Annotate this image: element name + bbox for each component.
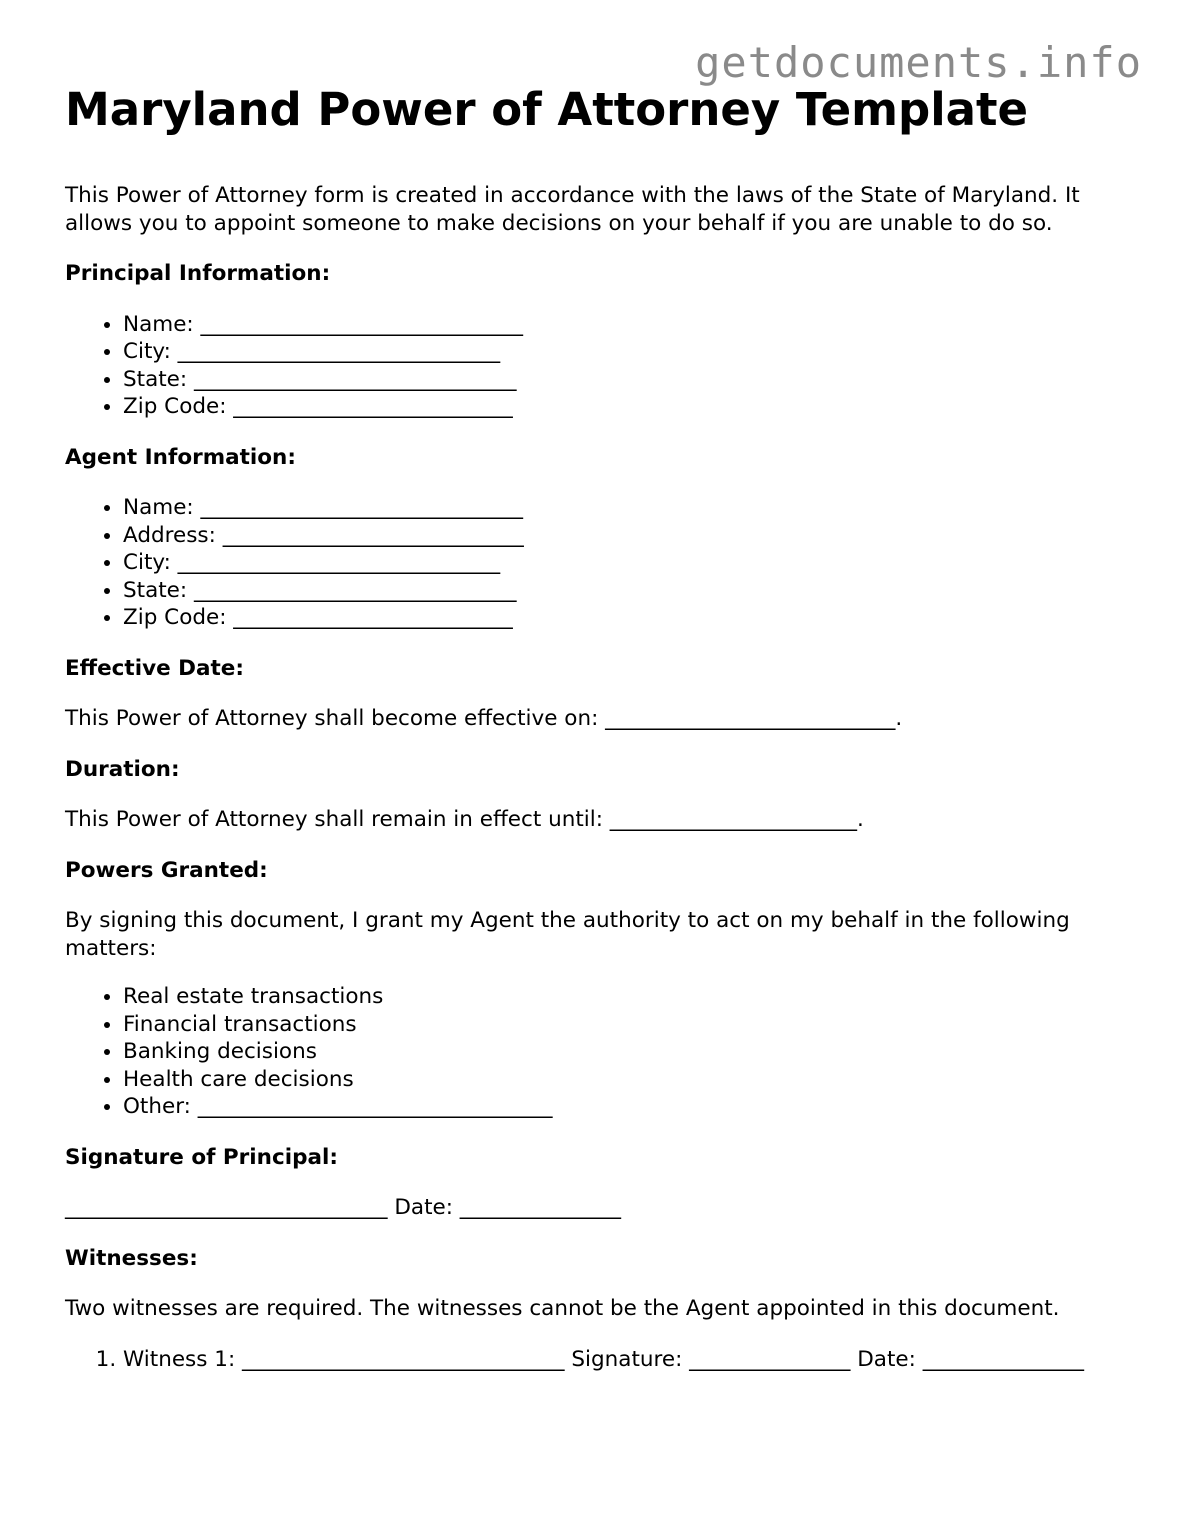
powers-heading: Powers Granted: (65, 857, 268, 883)
principal-zip-field: • Zip Code: __________________________ (123, 393, 1125, 421)
agent-zip-field: • Zip Code: __________________________ (123, 604, 1125, 632)
principal-heading: Principal Information: (65, 261, 331, 286)
power-item: • Health care decisions (123, 1066, 1125, 1094)
witness-item: 1. Witness 1: ______________________________ Signature: _______________ Date: _______________ (123, 1346, 1125, 1374)
power-item-other: • Other: _________________________________ (123, 1093, 1125, 1121)
agent-state-field: • State: ______________________________ (123, 577, 1125, 605)
principal-fields (65, 311, 1125, 421)
agent-fields (65, 494, 1125, 632)
power-item: • Banking decisions (123, 1038, 1125, 1066)
agent-city-field: • City: ______________________________ (123, 549, 1125, 577)
principal-name-field: • Name: ______________________________ (123, 311, 1125, 339)
watermark: getdocuments.info (695, 38, 1142, 87)
duration-text: This Power of Attorney shall remain in effect until: _______________________. (65, 807, 864, 832)
document (65, 82, 1125, 1373)
duration-heading: Duration: (65, 756, 180, 782)
witnesses-heading: Witnesses: (65, 1245, 198, 1271)
agent-heading: Agent Information: (65, 444, 296, 470)
document-title: Maryland Power of Attorney Template (65, 83, 1029, 136)
signature-heading: Signature of Principal: (65, 1144, 338, 1170)
powers-list (65, 983, 1125, 1121)
agent-name-field: • Name: ______________________________ (123, 494, 1125, 522)
effective-date-text: This Power of Attorney shall become effective on: ___________________________. (65, 706, 903, 731)
signature-line: ______________________________ Date: _______________ (65, 1195, 622, 1220)
powers-text: By signing this document, I grant my Agent the authority to act on my behalf in the following matters: (65, 908, 1070, 961)
witnesses-list (65, 1346, 1125, 1374)
power-item: • Real estate transactions (123, 983, 1125, 1011)
principal-state-field: • State: ______________________________ (123, 366, 1125, 394)
effective-date-heading: Effective Date: (65, 655, 244, 681)
witnesses-text: Two witnesses are required. The witnesses cannot be the Agent appointed in this document. (65, 1296, 1060, 1321)
agent-address-field: • Address: ____________________________ (123, 522, 1125, 550)
intro-paragraph: This Power of Attorney form is created in accordance with the laws of the State of Maryland. It allows you to appoint someone to make decisions on your behalf if you are unable to do so. (65, 183, 1080, 236)
principal-city-field: • City: ______________________________ (123, 338, 1125, 366)
power-item: • Financial transactions (123, 1011, 1125, 1039)
